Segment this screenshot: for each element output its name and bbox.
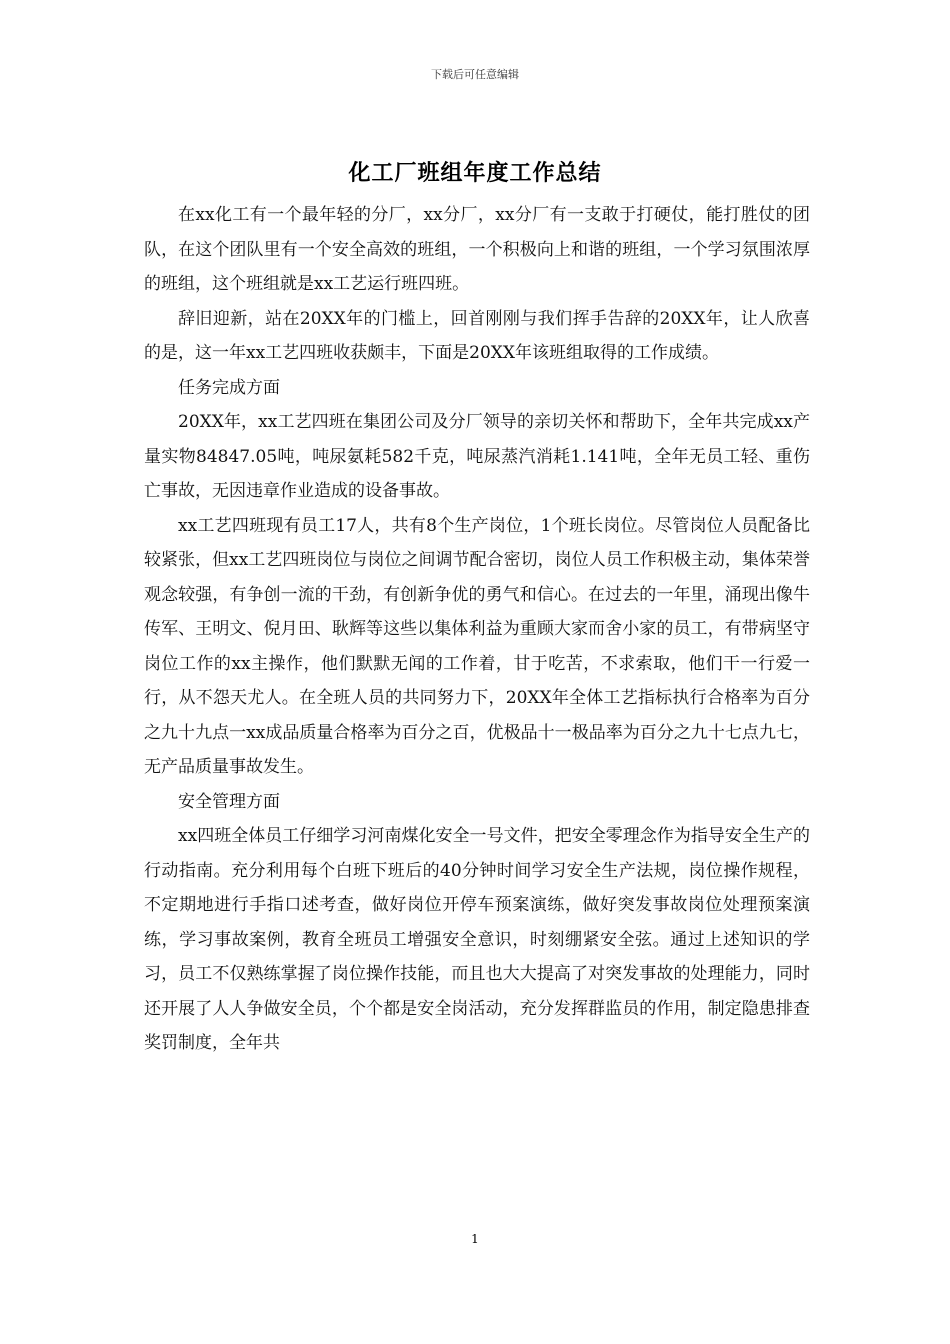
paragraph-intro: 在xx化工有一个最年轻的分厂，xx分厂，xx分厂有一支敢于打硬仗，能打胜仗的团队，在这个团队里有一个安全高效的班组，一个积极向上和谐的班组，一个学习氛围浓厚的班组，这个班组就是xx工艺运行班四班。	[144, 205, 810, 294]
paragraph-review: 辞旧迎新，站在20XX年的门槛上，回首刚刚与我们挥手告辞的20XX年，让人欣喜的是，这一年xx工艺四班收获颇丰，下面是20XX年该班组取得的工作成绩。	[144, 308, 810, 363]
document-title: 化工厂班组年度工作总结	[348, 161, 602, 186]
document-body	[144, 198, 810, 1061]
paragraph-output: 20XX年，xx工艺四班在集团公司及分厂领导的亲切关怀和帮助下，全年共完成xx产量实物84847.05吨，吨尿氨耗582千克，吨尿蒸汽消耗1.141吨，全年无员工轻、重伤亡事故，无因违章作业造成的设备事故。	[144, 412, 810, 501]
section-heading-tasks: 任务完成方面	[178, 377, 280, 398]
page-number: 1	[471, 1232, 479, 1246]
paragraph-staff: xx工艺四班现有员工17人，共有8个生产岗位，1个班长岗位。尽管岗位人员配备比较紧张，但xx工艺四班岗位与岗位之间调节配合密切，岗位人员工作积极主动，集体荣誉观念较强，有争创一流的干劲，有创新争优的勇气和信心。在过去的一年里，涌现出像牛传军、王明文、倪月田、耿辉等这些以集体利益为重顾大家而舍小家的员工，有带病坚守岗位工作的xx主操作，他们默默无闻的工作着，甘于吃苦，不求索取，他们干一行爱一行，从不怨天尤人。在全班人员的共同努力下，20XX年全体工艺指标执行合格率为百分之九十九点一xx成品质量合格率为百分之百，优极品十一极品率为百分之九十七点九七，无产品质量事故发生。	[144, 515, 810, 777]
section-heading-safety: 安全管理方面	[178, 791, 280, 812]
paragraph-safety: xx四班全体员工仔细学习河南煤化安全一号文件，把安全零理念作为指导安全生产的行动指南。充分利用每个白班下班后的40分钟时间学习安全生产法规，岗位操作规程，不定期地进行手指口述考查，做好岗位开停车预案演练，做好突发事故岗位处理预案演练，学习事故案例，教育全班员工增强安全意识，时刻绷紧安全弦。通过上述知识的学习，员工不仅熟练掌握了岗位操作技能，而且也大大提高了对突发事故的处理能力，同时还开展了人人争做安全员，个个都是安全岗活动，充分发挥群监员的作用，制定隐患排查奖罚制度，全年共	[144, 826, 810, 1053]
header-note: 下载后可任意编辑	[431, 68, 519, 81]
